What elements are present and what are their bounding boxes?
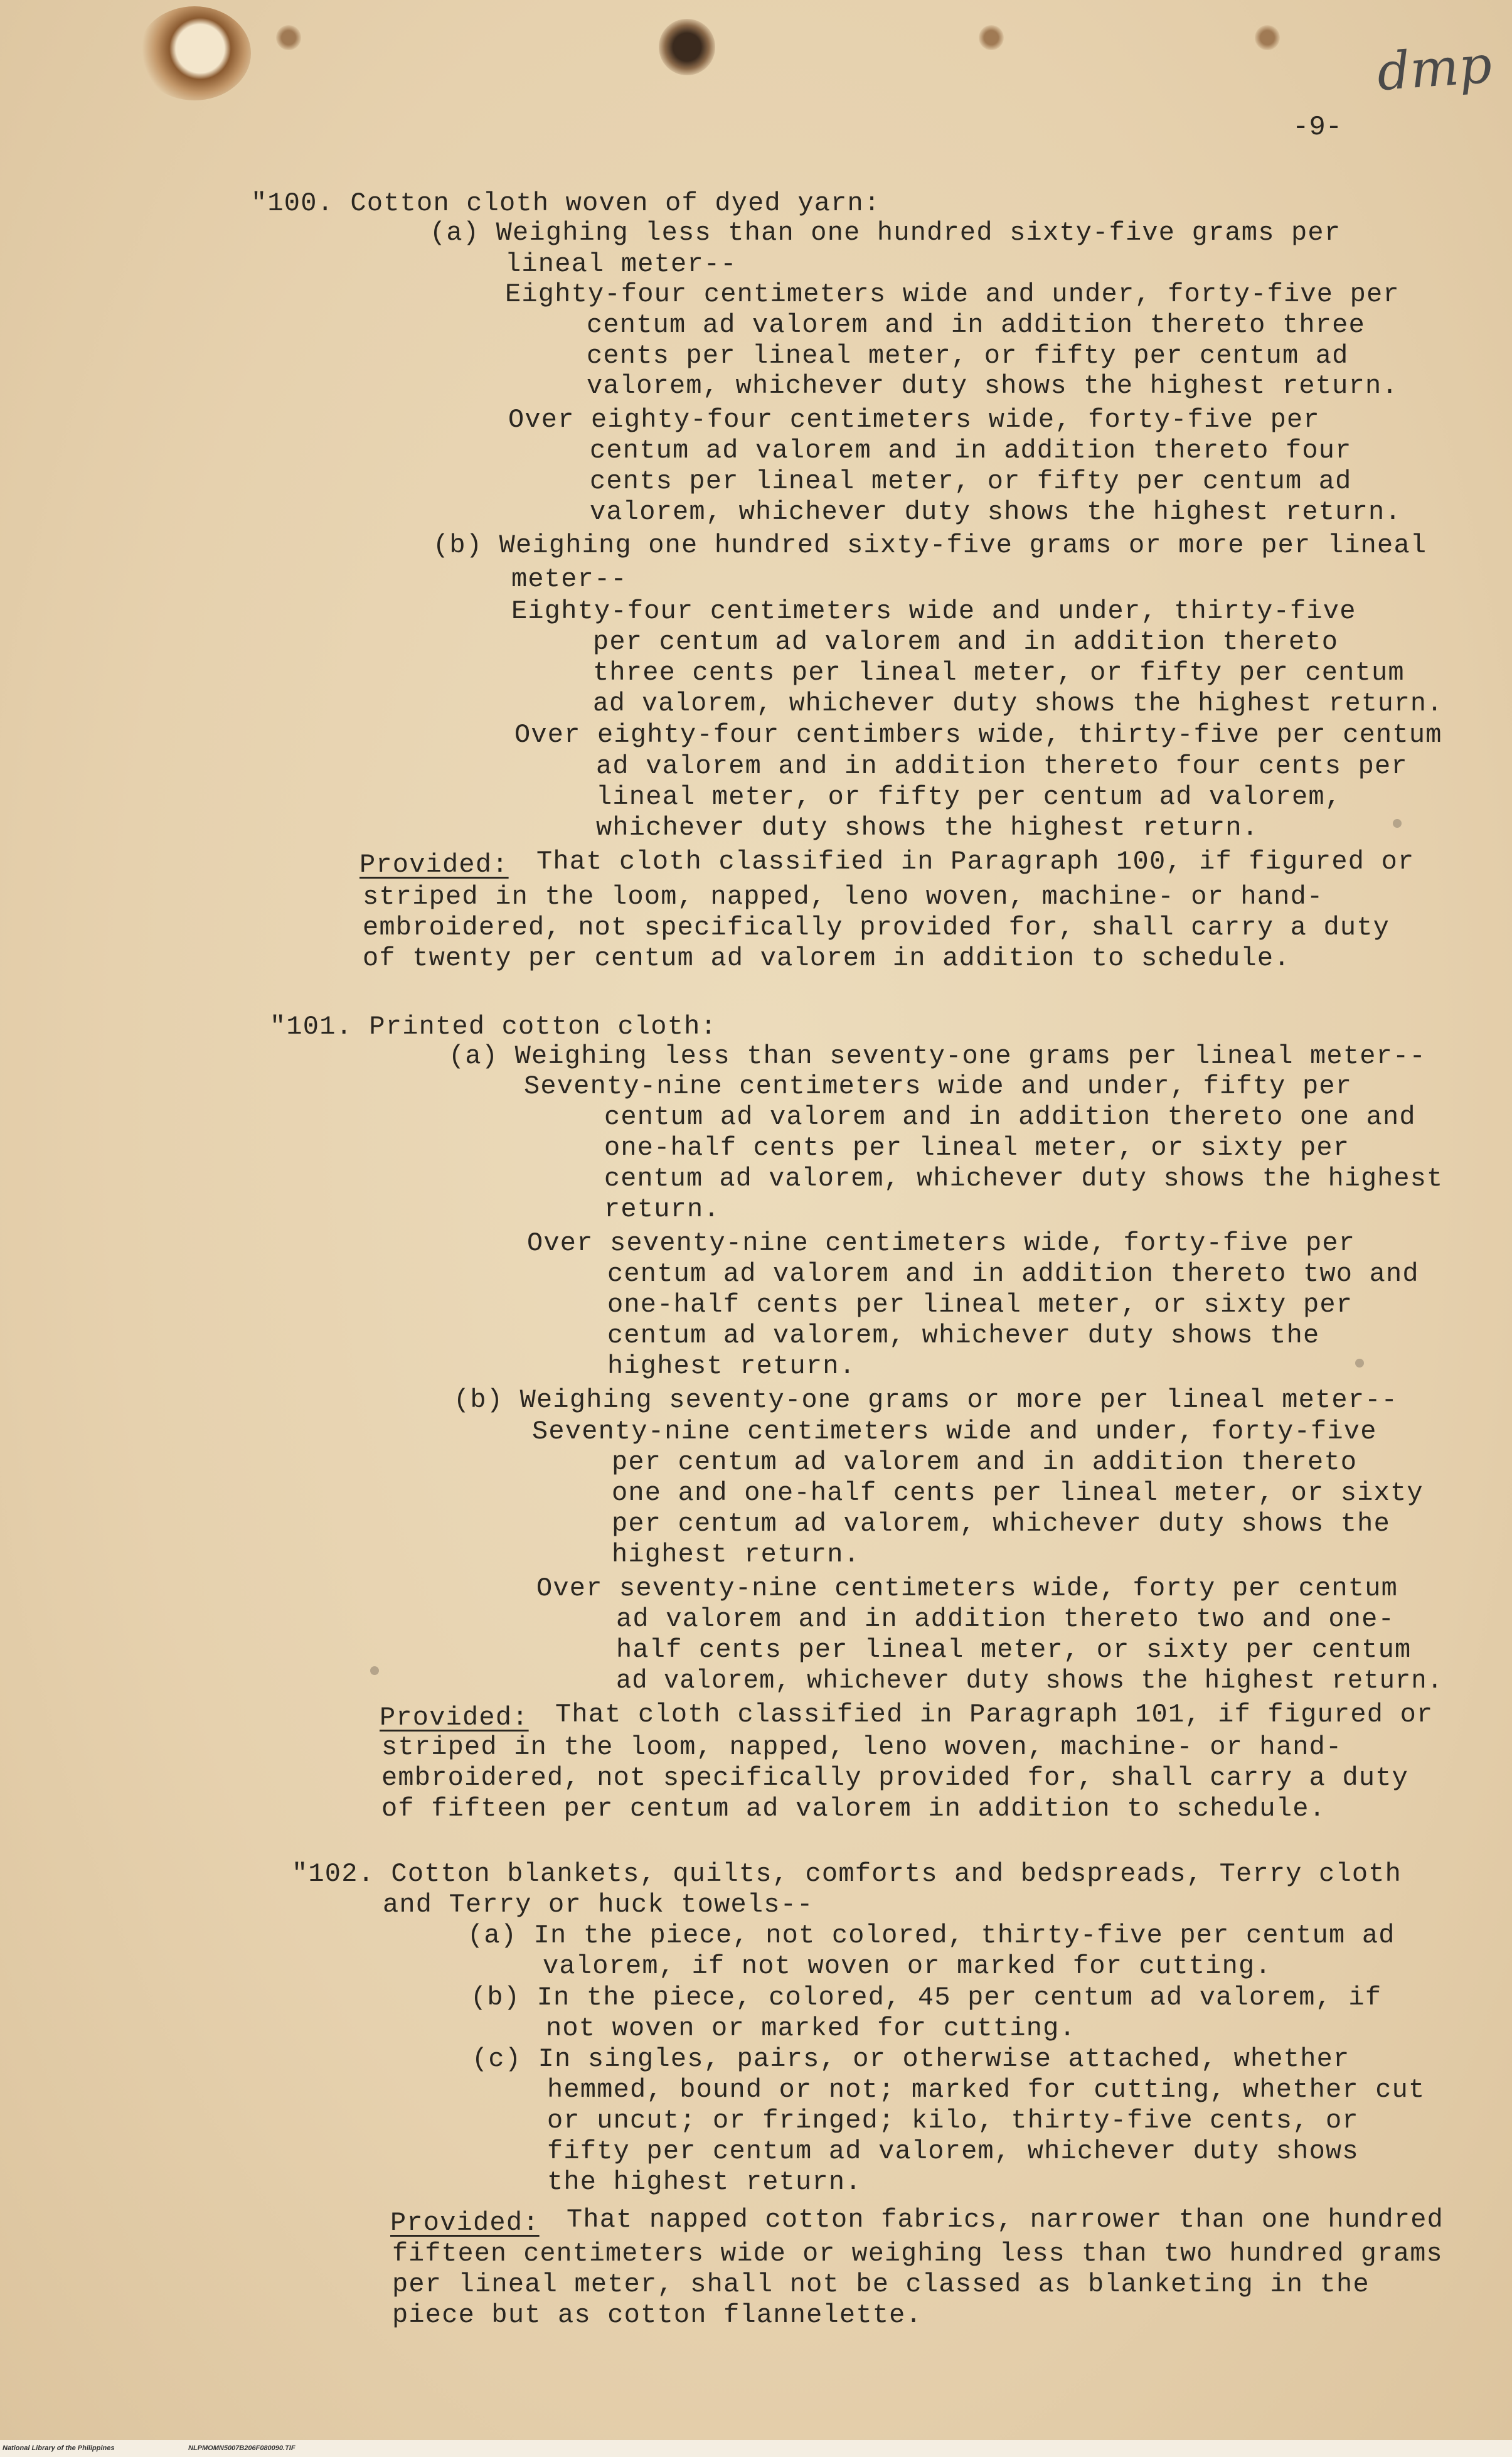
text-line: lineal meter, or fifty per centum ad valorem, (596, 782, 1342, 812)
text-line: centum ad valorem and in addition thereto one and (604, 1102, 1416, 1132)
text-line: Over seventy-nine centimeters wide, forty-five per (527, 1228, 1356, 1258)
text-line: three cents per lineal meter, or fifty per centum (593, 658, 1405, 688)
text-line: one-half cents per lineal meter, or sixty per (607, 1290, 1353, 1320)
text-line: centum ad valorem and in addition thereto four (590, 436, 1352, 466)
text-line: piece but as cotton flannelette. (392, 2300, 922, 2330)
text-line: highest return. (612, 1539, 861, 1570)
text-line: (b) Weighing one hundred sixty-five grams or more per lineal (433, 530, 1427, 560)
text-line: whichever duty shows the highest return. (596, 813, 1259, 843)
text-line: cents per lineal meter, or fifty per centum ad (590, 466, 1352, 496)
paper-speck (370, 1666, 379, 1675)
text-line: hemmed, bound or not; marked for cutting, whether cut (547, 2075, 1425, 2105)
scan-filename: NLPMOMN5007B206F080090.TIF (188, 2444, 295, 2452)
text-line: meter-- (511, 564, 627, 594)
text-line: valorem, whichever duty shows the highest return. (590, 497, 1402, 527)
text-line: (b) Weighing seventy-one grams or more per lineal meter-- (454, 1385, 1398, 1415)
text-line: of fifteen per centum ad valorem in addition to schedule. (381, 1794, 1326, 1824)
text-line: (a) In the piece, not colored, thirty-five per centum ad (467, 1920, 1395, 1951)
text-line: valorem, whichever duty shows the highest return. (587, 371, 1398, 401)
text-line: (a) Weighing less than one hundred sixty-five grams per (430, 218, 1341, 248)
text-line: That cloth classified in Paragraph 100, if figured or (536, 847, 1415, 877)
text-line: half cents per lineal meter, or sixty per centum (616, 1635, 1412, 1665)
text-line: centum ad valorem, whichever duty shows the highest (604, 1164, 1444, 1194)
text-line: centum ad valorem and in addition thereto three (587, 310, 1365, 340)
text-line: Seventy-nine centimeters wide and under, fifty per (524, 1071, 1353, 1101)
text-line: or uncut; or fringed; kilo, thirty-five cents, or (547, 2106, 1359, 2136)
provided-label: Provided: (380, 1703, 529, 1733)
text-line: Eighty-four centimeters wide and under, thirty-five (511, 596, 1356, 626)
text-line: per centum ad valorem and in addition thereto (612, 1447, 1358, 1477)
text-line: per centum ad valorem and in addition thereto (593, 627, 1339, 657)
text-line: cents per lineal meter, or fifty per centum ad (587, 341, 1349, 371)
text-line: fifteen centimeters wide or weighing less than two hundred grams (392, 2239, 1443, 2269)
provided-label: Provided: (390, 2208, 540, 2238)
text-line: fifty per centum ad valorem, whichever duty shows (547, 2136, 1359, 2166)
text-line: the highest return. (547, 2167, 862, 2197)
paragraph-101-heading: "101. Printed cotton cloth: (270, 1012, 717, 1042)
library-name: National Library of the Philippines (3, 2444, 115, 2452)
text-line: per lineal meter, shall not be classed as blanketing in the (392, 2269, 1370, 2299)
scan-footer (0, 2440, 1512, 2457)
text-line: highest return. (607, 1351, 856, 1381)
text-line: ad valorem, whichever duty shows the highest return. (616, 1666, 1444, 1696)
burn-stain (979, 25, 1004, 50)
text-line: embroidered, not specifically provided for, shall carry a duty (363, 913, 1390, 943)
burn-stain (276, 25, 301, 50)
text-line: ad valorem, whichever duty shows the highest return. (593, 688, 1444, 719)
burn-stain (1255, 25, 1280, 50)
text-line: not woven or marked for cutting. (546, 2013, 1076, 2043)
text-line: one and one-half cents per lineal meter, or sixty (612, 1478, 1424, 1508)
handwritten-note: dmp (1375, 35, 1494, 103)
text-line: lineal meter-- (505, 249, 737, 279)
burn-stain (138, 6, 251, 100)
text-line: That cloth classified in Paragraph 101, if figured or (555, 1700, 1434, 1730)
text-line: Over eighty-four centimbers wide, thirty-five per centum (514, 720, 1442, 750)
burn-stain (659, 19, 715, 75)
text-line: ad valorem and in addition thereto two and one- (616, 1604, 1395, 1634)
text-line: centum ad valorem, whichever duty shows the (607, 1320, 1320, 1351)
page-number: -9- (1292, 112, 1343, 143)
text-line: Seventy-nine centimeters wide and under, forty-five (532, 1416, 1377, 1447)
text-line: Over seventy-nine centimeters wide, forty per centum (536, 1573, 1398, 1603)
text-line: return. (604, 1194, 720, 1224)
text-line: ad valorem and in addition thereto four cents per (596, 751, 1408, 781)
text-line: centum ad valorem and in addition thereto two and (607, 1259, 1419, 1289)
text-line: one-half cents per lineal meter, or sixty per (604, 1133, 1350, 1163)
text-line: and Terry or huck towels-- (383, 1890, 814, 1920)
text-line: Eighty-four centimeters wide and under, forty-five per (505, 279, 1400, 309)
paragraph-100-heading: "100. Cotton cloth woven of dyed yarn: (251, 188, 881, 218)
provided-label: Provided: (359, 850, 509, 880)
text-line: of twenty per centum ad valorem in addition to schedule. (363, 943, 1291, 973)
text-line: striped in the loom, napped, leno woven, machine- or hand- (363, 882, 1324, 912)
text-line: embroidered, not specifically provided for, shall carry a duty (381, 1763, 1409, 1793)
text-line: striped in the loom, napped, leno woven, machine- or hand- (381, 1732, 1343, 1762)
paper-speck (1355, 1359, 1364, 1368)
text-line: (b) In the piece, colored, 45 per centum ad valorem, if (471, 1983, 1382, 2013)
text-line: That napped cotton fabrics, narrower than one hundred (567, 2205, 1444, 2235)
text-line: valorem, if not woven or marked for cutting. (543, 1951, 1272, 1981)
text-line: per centum ad valorem, whichever duty shows the (612, 1509, 1390, 1539)
text-line: Over eighty-four centimeters wide, forty-five per (508, 405, 1320, 435)
text-line: (c) In singles, pairs, or otherwise attached, whether (472, 2044, 1350, 2074)
paragraph-102-heading: "102. Cotton blankets, quilts, comforts and bedspreads, Terry cloth (292, 1859, 1402, 1889)
paper-speck (1393, 819, 1402, 828)
text-line: (a) Weighing less than seventy-one grams per lineal meter-- (449, 1041, 1426, 1071)
